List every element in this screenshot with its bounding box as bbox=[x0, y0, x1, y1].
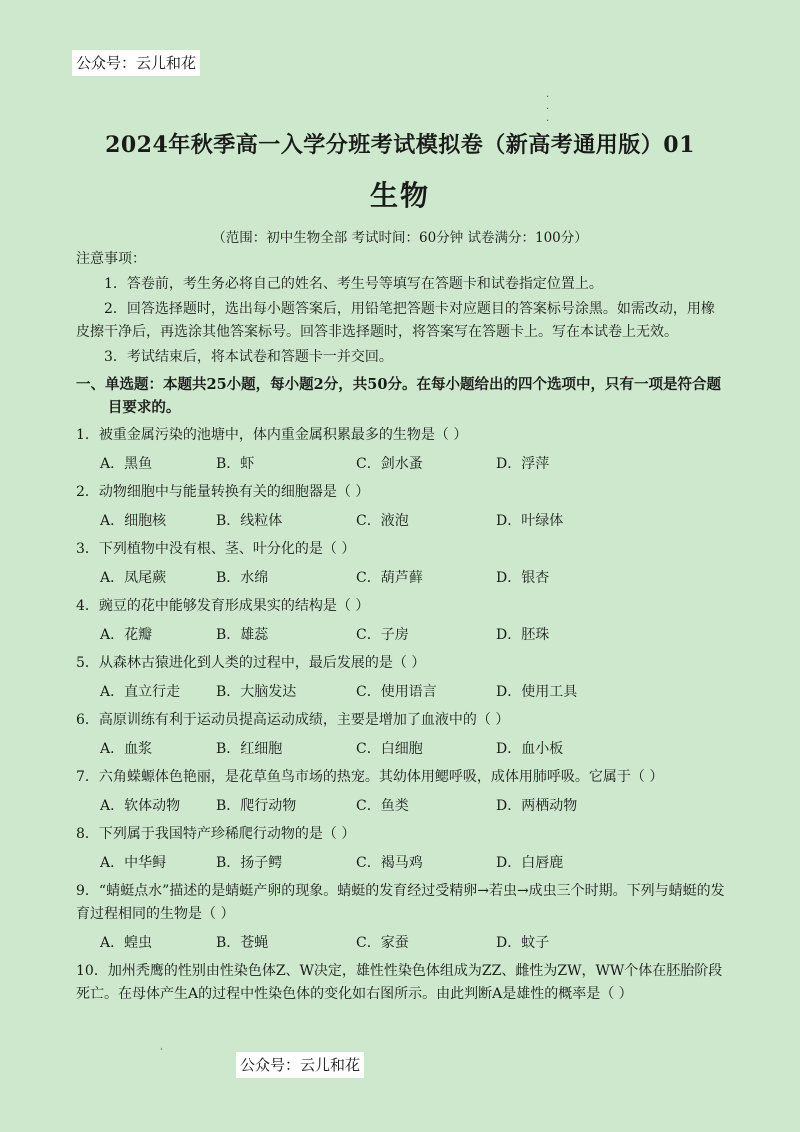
option-b: B．苍蝇 bbox=[216, 935, 269, 951]
question-stem: 8．下列属于我国特产珍稀爬行动物的是（ ） bbox=[76, 826, 356, 842]
question-stem: 2．动物细胞中与能量转换有关的细胞器是（ ） bbox=[76, 484, 370, 500]
question-options bbox=[76, 567, 726, 590]
option-d: D．血小板 bbox=[496, 741, 564, 757]
question-options bbox=[76, 510, 726, 533]
question-options bbox=[76, 852, 726, 875]
option-b: B．红细胞 bbox=[216, 741, 283, 757]
question-stem: 1．被重金属污染的池塘中，体内重金属积累最多的生物是（ ） bbox=[76, 427, 468, 443]
watermark-badge: 公众号：云儿和花 bbox=[72, 50, 200, 76]
section-heading: 一、单选题：本题共25小题，每小题2分，共50分。在每小题给出的四个选项中，只有一项是符合题目要求的。 bbox=[76, 376, 721, 416]
option-d: D．胚珠 bbox=[496, 627, 550, 643]
question-options bbox=[76, 738, 726, 761]
option-c: C．葫芦藓 bbox=[356, 570, 423, 586]
option-c: C．鱼类 bbox=[356, 798, 409, 814]
question-stem: 9．“蜻蜓点水”描述的是蜻蜓产卵的现象。蜻蜓的发育经过受精卵→若虫→成虫三个时期。下列与蜻蜓的发育过程相同的生物是（ ） bbox=[76, 883, 725, 922]
question-stem: 6．高原训练有利于运动员提高运动成绩，主要是增加了血液中的（ ） bbox=[76, 712, 510, 728]
option-d: D．叶绿体 bbox=[496, 513, 564, 529]
option-d: D．浮萍 bbox=[496, 456, 550, 472]
option-a: A．直立行走 bbox=[100, 684, 181, 700]
note-item: 2．回答选择题时，选出每小题答案后，用铅笔把答题卡对应题目的答案标号涂黑。如需改动，用橡皮擦干净后，再选涂其他答案标号。回答非选择题时，将答案写在答题卡上。写在本试卷上无效。 bbox=[76, 301, 715, 340]
option-c: C．使用语言 bbox=[356, 684, 437, 700]
option-a: A．中华鲟 bbox=[100, 855, 167, 871]
option-b: B．线粒体 bbox=[216, 513, 283, 529]
exam-title: 2024年秋季高一入学分班考试模拟卷（新高考通用版）01 bbox=[105, 132, 695, 158]
option-b: B．虾 bbox=[216, 456, 255, 472]
option-b: B．水绵 bbox=[216, 570, 269, 586]
option-a: A．花瓣 bbox=[100, 627, 153, 643]
question-stem: 10．加州秃鹰的性别由性染色体Z、W决定，雄性性染色体组成为ZZ、雌性为ZW，WW个体在胚胎阶段死亡。在母体产生A的过程中性染色体的变化如右图所示。由此判断A是雄性的概率是（ ） bbox=[76, 963, 723, 1002]
option-c: C．子房 bbox=[356, 627, 409, 643]
exam-scope: （范围：初中生物全部 考试时间：60分钟 试卷满分：100分） bbox=[212, 230, 588, 246]
option-c: C．剑水蚤 bbox=[356, 456, 423, 472]
option-c: C．液泡 bbox=[356, 513, 409, 529]
question-stem: 7．六角蝾螈体色艳丽，是花草鱼鸟市场的热宠。其幼体用鳃呼吸，成体用肺呼吸。它属于（ ） bbox=[76, 769, 664, 785]
option-d: D．银杏 bbox=[496, 570, 550, 586]
question-options bbox=[76, 624, 726, 647]
option-c: C．白细胞 bbox=[356, 741, 423, 757]
option-c: C．家蚕 bbox=[356, 935, 409, 951]
watermark-badge-bottom: 公众号：云儿和花 bbox=[236, 1052, 364, 1078]
option-b: B．大脑发达 bbox=[216, 684, 297, 700]
decorative-dots: · · · bbox=[546, 92, 550, 127]
option-a: A．软体动物 bbox=[100, 798, 181, 814]
exam-content bbox=[76, 248, 726, 1006]
option-b: B．扬子鳄 bbox=[216, 855, 283, 871]
option-d: D．两栖动物 bbox=[496, 798, 578, 814]
option-a: A．黑鱼 bbox=[100, 456, 153, 472]
option-b: B．雄蕊 bbox=[216, 627, 269, 643]
option-d: D．使用工具 bbox=[496, 684, 578, 700]
question-list bbox=[76, 424, 726, 955]
option-d: D．白唇鹿 bbox=[496, 855, 564, 871]
notes-title: 注意事项： bbox=[76, 251, 146, 267]
option-a: A．血浆 bbox=[100, 741, 153, 757]
question-stem: 5．从森林古猿进化到人类的过程中，最后发展的是（ ） bbox=[76, 655, 426, 671]
option-a: A．细胞核 bbox=[100, 513, 167, 529]
option-a: A．凤尾蕨 bbox=[100, 570, 167, 586]
option-d: D．蚊子 bbox=[496, 935, 550, 951]
question-stem: 4．豌豆的花中能够发育形成果实的结构是（ ） bbox=[76, 598, 370, 614]
question-options bbox=[76, 932, 726, 955]
option-a: A．蝗虫 bbox=[100, 935, 153, 951]
question-stem: 3．下列植物中没有根、茎、叶分化的是（ ） bbox=[76, 541, 356, 557]
option-b: B．爬行动物 bbox=[216, 798, 297, 814]
question-options bbox=[76, 795, 726, 818]
note-item: 1．答卷前，考生务必将自己的姓名、考生号等填写在答题卡和试卷指定位置上。 bbox=[104, 276, 603, 292]
option-c: C．褐马鸡 bbox=[356, 855, 423, 871]
question-options bbox=[76, 681, 726, 704]
question-options bbox=[76, 453, 726, 476]
decorative-tick: ˈ bbox=[160, 1048, 163, 1058]
note-item: 3．考试结束后，将本试卷和答题卡一并交回。 bbox=[104, 349, 393, 365]
subject-title: 生物 bbox=[369, 179, 430, 212]
